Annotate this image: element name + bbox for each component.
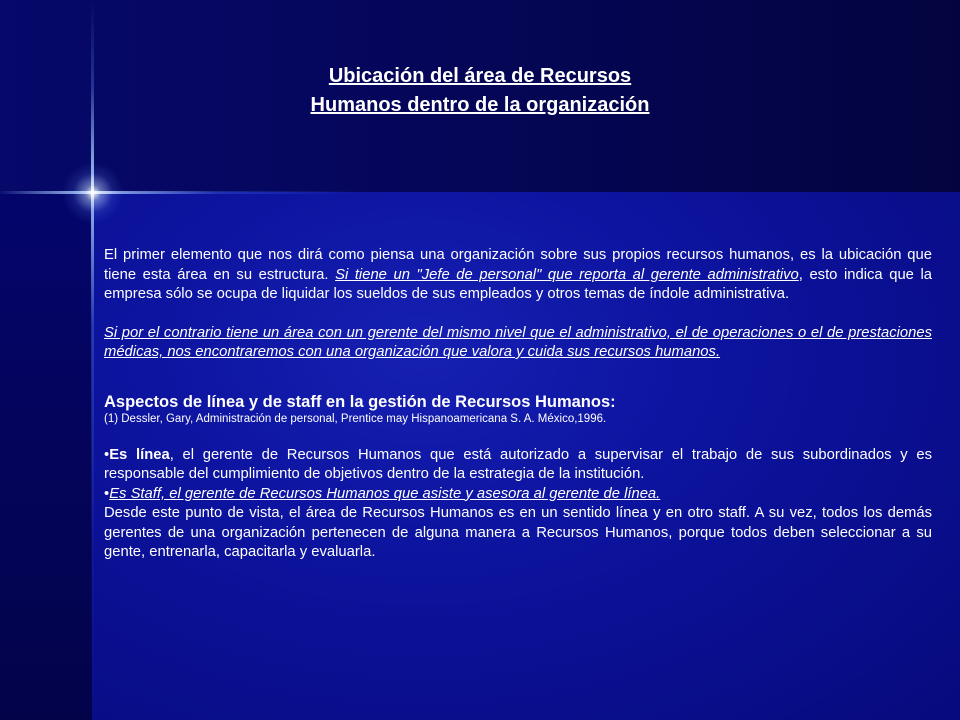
bullet-text-linea: , el gerente de Recursos Humanos que está autorizado a supervisar el trabajo de sus subordinados y es responsable del cumplimiento de objetivos dentro de la estrategia de la institución. [104, 446, 932, 482]
bullet-icon: • [104, 485, 110, 502]
sparkle-vertical-ray [91, 0, 94, 720]
slide-title-line-2: Humanos dentro de la organización [310, 94, 650, 116]
closing-paragraph: Desde este punto de vista, el área de Recursos Humanos es en un sentido línea y en otro staff. A su vez, todos los demás gerentes de una organización pertenecen de alguna manera a Recursos Humanos, porque todos deben seleccionar a su gente, entrenarla, capacitarla y evaluarla. [104, 505, 932, 560]
intro-paragraph [104, 246, 932, 305]
spacer [104, 305, 932, 324]
citation-reference: (1) Dessler, Gary, Administración de personal, Prentice may Hispanoamericana S. A. México,1996. [104, 412, 607, 425]
bullet-item-staff [104, 485, 932, 505]
spacer [104, 427, 932, 446]
contrast-paragraph: Si por el contrario tiene un área con un gerente del mismo nivel que el administrativo, el de operaciones o el de prestaciones médicas, nos encontraremos con una organización que valora y cuida sus recursos humanos. [104, 324, 932, 360]
slide-title [180, 62, 780, 120]
bullet-icon: • [104, 446, 110, 463]
background-left-band [0, 192, 92, 720]
bullet-text-staff: Es Staff, el gerente de Recursos Humanos que asiste y asesora al gerente de línea. [109, 485, 661, 502]
intro-underlined-phrase: Si tiene un "Jefe de personal" que reporta al gerente administrativo [335, 266, 799, 283]
intro-text-end: , esto indica que la empresa sólo se ocupa de liquidar los sueldos de sus empleados y otros temas de índole administrativa. [104, 266, 932, 302]
section-heading: Aspectos de línea y de staff en la gestión de Recursos Humanos: [104, 392, 616, 411]
bullet-term-linea: Es línea [109, 446, 170, 463]
sparkle-horizontal-ray [0, 191, 360, 194]
sparkle-star-icon [62, 162, 124, 224]
slide-body [104, 246, 932, 563]
bullet-item-line [104, 446, 932, 485]
intro-text-start: El primer elemento que nos dirá como piensa una organización sobre sus propios recursos humanos, es la ubicación que tiene esta área en su estructura. [104, 247, 932, 283]
spacer [104, 363, 932, 392]
slide-title-line-1: Ubicación del área de Recursos [328, 65, 632, 87]
